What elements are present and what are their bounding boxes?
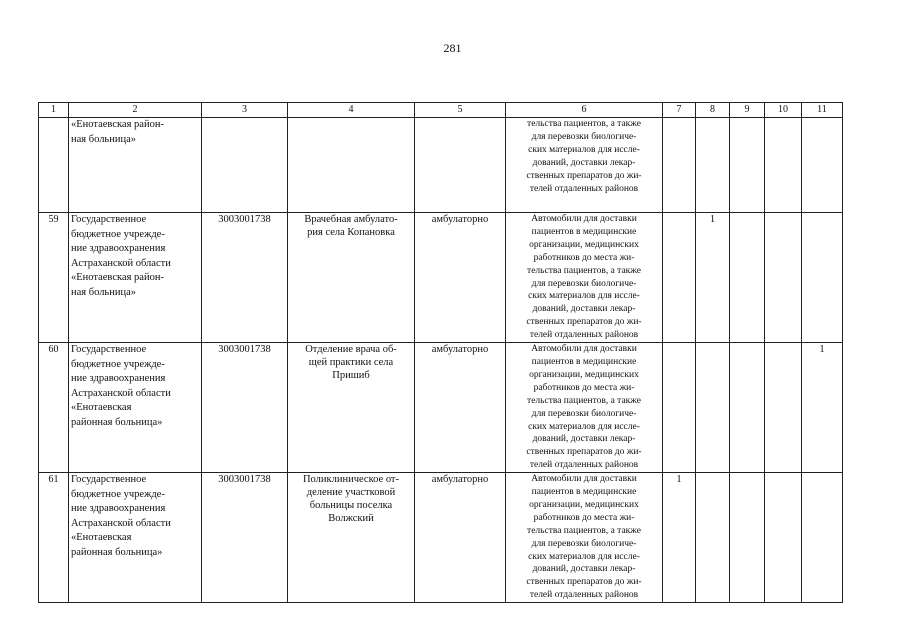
column-header-1: 1 [39,103,69,118]
division-cell: Поликлиническое от- деление участковой больницы поселка Волжский [288,473,415,603]
count-cell-10 [765,213,802,343]
organization-code-cell: 3003001738 [202,473,288,603]
division-cell: Отделение врача об- щей практики села Пришиб [288,343,415,473]
care-condition-cell: амбулаторно [415,343,506,473]
count-cell-11 [802,473,843,603]
column-header-3: 3 [202,103,288,118]
organization-code-cell: 3003001738 [202,213,288,343]
count-cell-8 [696,118,730,213]
count-cell-7 [663,213,696,343]
vehicle-purpose-cell: Автомобили для доставки пациентов в медицинские организации, медицинских работников до места жи- тельства пациентов, а также для перевозки биологиче- ских материалов для иссле- дований, доставки лекар- ственных препаратов до жи- телей отдаленных районов [506,343,663,473]
count-cell-10 [765,473,802,603]
organization-code-cell: 3003001738 [202,343,288,473]
count-cell-8 [696,473,730,603]
vehicle-purpose-cell: Автомобили для доставки пациентов в медицинские организации, медицинских работников до места жи- тельства пациентов, а также для перевозки биологиче- ских материалов для иссле- дований, доставки лекар- ственных препаратов до жи- телей отдаленных районов [506,213,663,343]
count-cell-10 [765,118,802,213]
column-header-2: 2 [69,103,202,118]
column-number-header-row [39,103,843,118]
row-number-cell: 59 [39,213,69,343]
column-header-9: 9 [730,103,765,118]
count-cell-8 [696,343,730,473]
table-row-continuation [39,118,843,213]
table-row [39,473,843,603]
row-number-cell: 60 [39,343,69,473]
count-cell-10 [765,343,802,473]
column-header-10: 10 [765,103,802,118]
column-header-11: 11 [802,103,843,118]
organization-name-cell: «Енотаевская район- ная больница» [69,118,202,213]
column-header-4: 4 [288,103,415,118]
count-cell-9 [730,343,765,473]
column-header-8: 8 [696,103,730,118]
count-cell-7 [663,343,696,473]
table-row [39,343,843,473]
care-condition-cell: амбулаторно [415,473,506,603]
organization-code-cell [202,118,288,213]
count-cell-9 [730,213,765,343]
column-header-6: 6 [506,103,663,118]
row-number-cell: 61 [39,473,69,603]
count-cell-7 [663,118,696,213]
organization-name-cell: Государственное бюджетное учрежде- ние здравоохранения Астраханской области «Енотаевская районная больница» [69,343,202,473]
count-cell-7: 1 [663,473,696,603]
column-header-7: 7 [663,103,696,118]
organization-name-cell: Государственное бюджетное учрежде- ние здравоохранения Астраханской области «Енотаевская районная больница» [69,473,202,603]
table-row [39,213,843,343]
organization-name-cell: Государственное бюджетное учрежде- ние здравоохранения Астраханской области «Енотаевская район- ная больница» [69,213,202,343]
division-cell [288,118,415,213]
division-cell: Врачебная амбулато- рия села Копановка [288,213,415,343]
count-cell-11 [802,118,843,213]
count-cell-9 [730,473,765,603]
row-number-cell [39,118,69,213]
count-cell-8: 1 [696,213,730,343]
count-cell-11 [802,213,843,343]
vehicle-purpose-cell: тельства пациентов, а также для перевозки биологиче- ских материалов для иссле- дований, доставки лекар- ственных препаратов до жи- телей отдаленных районов [506,118,663,213]
count-cell-9 [730,118,765,213]
vehicle-purpose-cell: Автомобили для доставки пациентов в медицинские организации, медицинских работников до места жи- тельства пациентов, а также для перевозки биологиче- ских материалов для иссле- дований, доставки лекар- ственных препаратов до жи- телей отдаленных районов [506,473,663,603]
transport-registry-table [38,102,843,603]
page-number: 281 [443,41,462,55]
column-header-5: 5 [415,103,506,118]
count-cell-11: 1 [802,343,843,473]
care-condition-cell [415,118,506,213]
care-condition-cell: амбулаторно [415,213,506,343]
